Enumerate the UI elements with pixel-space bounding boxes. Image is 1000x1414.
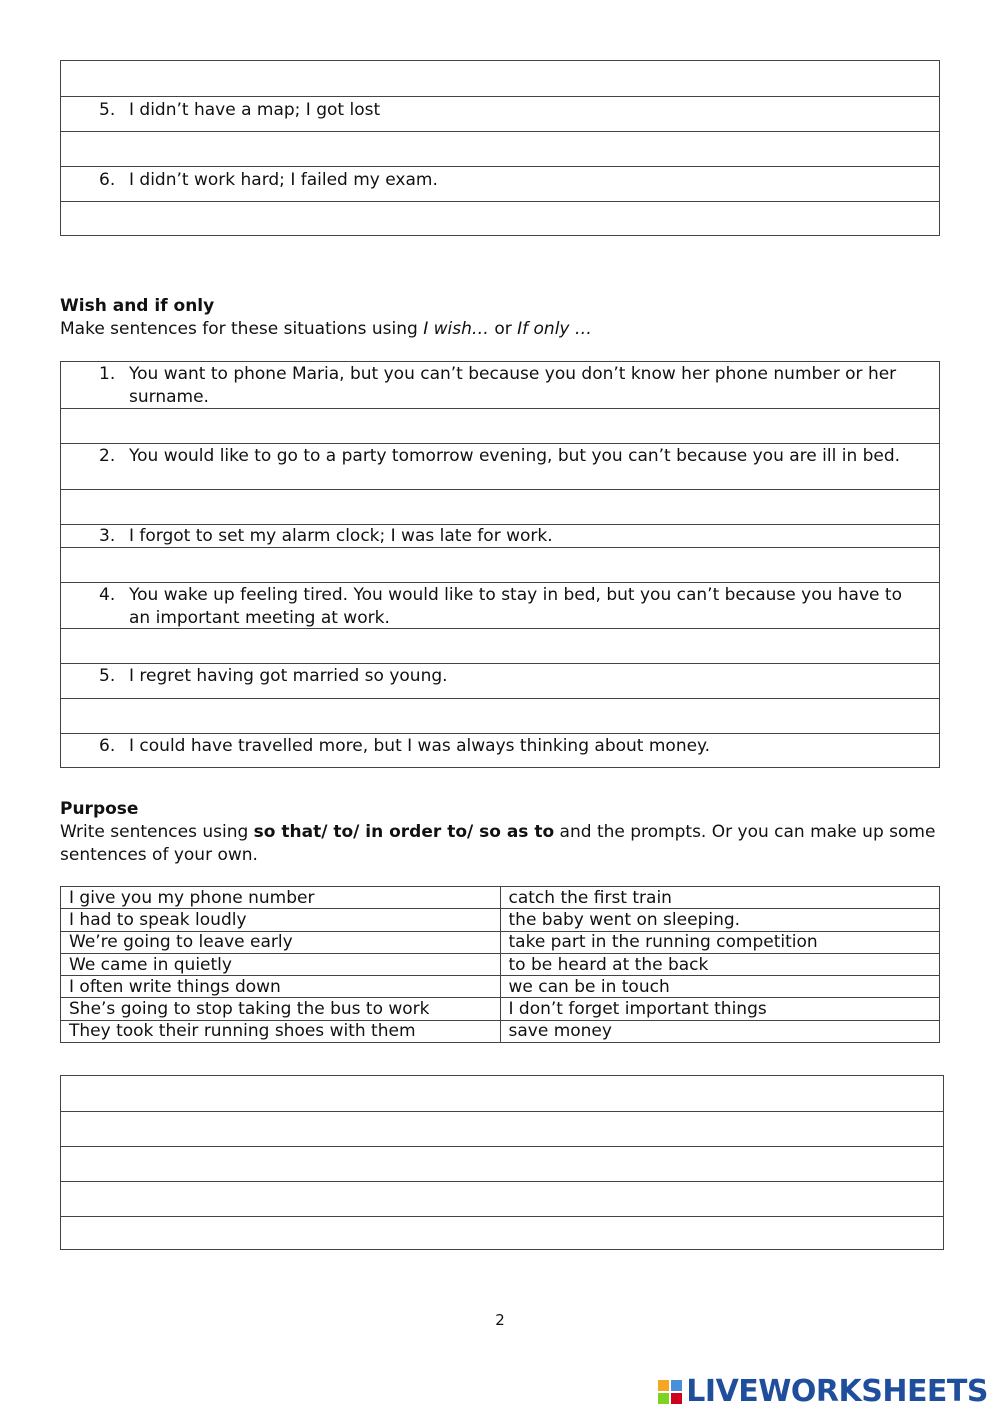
item-number: 6. [99,736,116,756]
prompt-right: save money [500,1020,940,1042]
prompt-row [61,998,940,1020]
prompt-left: They took their running shoes with them [61,1020,501,1042]
prompt-row [61,953,940,975]
prompt-left: I often write things down [61,976,501,998]
prompt-row [61,976,940,998]
item-text: I didn’t have a map; I got lost [129,100,381,120]
answer-row[interactable] [61,131,939,166]
question-row [61,166,939,201]
question-row [61,663,939,698]
prompt-left: We came in quietly [61,953,501,975]
liveworksheets-logo[interactable] [658,1374,988,1409]
prompt-right: to be heard at the back [500,953,940,975]
section-heading-purpose: Purpose [60,799,139,819]
section-instruction-wish: Make sentences for these situations using I wish… or If only … [60,319,592,339]
prompt-left: She’s going to stop taking the bus to work [61,998,501,1020]
item-text: You would like to go to a party tomorrow evening, but you can’t because you are ill in bed. [129,446,901,466]
prompt-row [61,887,940,909]
item-text: You want to phone Maria, but you can’t because you don’t know her phone number or her surname. [129,364,897,407]
answer-row[interactable] [61,408,939,443]
prompt-right: we can be in touch [500,976,940,998]
item-number: 6. [99,170,116,190]
section-heading-wish: Wish and if only [60,296,215,316]
answer-row[interactable] [61,698,939,733]
prompt-row [61,931,940,953]
exercise-table-1 [60,60,940,236]
item-text: I forgot to set my alarm clock; I was late for work. [129,526,553,546]
item-text: I could have travelled more, but I was always thinking about money. [129,736,711,756]
item-number: 1. [99,364,116,384]
answer-row[interactable] [61,1216,943,1249]
prompt-left: I give you my phone number [61,887,501,909]
prompt-row [61,909,940,931]
question-row [61,582,939,628]
prompt-right: catch the first train [500,887,940,909]
answer-row[interactable] [61,489,939,524]
answer-row[interactable] [61,201,939,235]
answer-row[interactable] [61,61,939,96]
logo-grid-icon [658,1380,682,1404]
prompt-left: We’re going to leave early [61,931,501,953]
prompts-table [60,886,940,1043]
answer-row[interactable] [61,1111,943,1146]
prompt-row [61,1020,940,1042]
purpose-answer-table [60,1075,944,1250]
section-instruction-purpose: Write sentences using so that/ to/ in order to/ so as to and the prompts. Or you can make up some sentences of your own. [60,822,936,865]
item-text: I didn’t work hard; I failed my exam. [129,170,438,190]
prompt-right: the baby went on sleeping. [500,909,940,931]
item-number: 2. [99,446,116,466]
item-number: 5. [99,666,116,686]
exercise-table-wish [60,361,940,768]
page-number: 2 [495,1311,505,1329]
prompt-right: I don’t forget important things [500,998,940,1020]
answer-row[interactable] [61,547,939,582]
item-text: You wake up feeling tired. You would like to stay in bed, but you can’t because you have to an important meeting at work. [129,585,902,628]
question-row [61,733,939,767]
item-text: I regret having got married so young. [129,666,448,686]
logo-text: LIVEWORKSHEETS [686,1374,988,1409]
prompt-left: I had to speak loudly [61,909,501,931]
answer-row[interactable] [61,628,939,663]
question-row [61,443,939,489]
item-number: 4. [99,585,116,605]
item-number: 3. [99,526,116,546]
answer-row[interactable] [61,1146,943,1181]
question-row [61,96,939,131]
question-row [61,524,939,547]
item-number: 5. [99,100,116,120]
prompt-right: take part in the running competition [500,931,940,953]
answer-row[interactable] [61,1181,943,1216]
question-row [61,362,939,408]
answer-row[interactable] [61,1076,943,1111]
